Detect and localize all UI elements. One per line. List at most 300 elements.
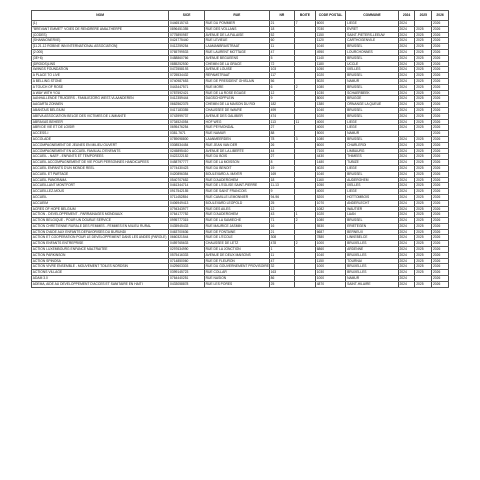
cell-year-2026: 2026 [432,270,449,276]
cell-year-2024: 2024 [398,235,415,241]
cell-year-2024: 2024 [398,32,415,38]
cell-street: RUE MORE [204,84,269,90]
cell-year-2025: 2025 [415,49,432,55]
cell-year-2026: 2026 [432,165,449,171]
cell-street: RUE DE PRESIDENT GHISLAIN [204,78,269,84]
cell-sice: 0743999737 [169,113,205,119]
cell-box: 11 [294,119,315,125]
cell-street: RUE DE L'ECOLE [204,235,269,241]
cell-municipality: NAMUR [346,131,398,137]
cell-box: 2 [294,241,315,247]
cell-year-2024: 2024 [398,160,415,166]
cell-number: 78 [269,136,294,142]
cell-name: ABRAXAS BEHEER [32,119,169,125]
cell-street: RUE MAURICE JASMIN [204,223,269,229]
cell-number: 6 [269,84,294,90]
cell-year-2024: 2024 [398,113,415,119]
cell-box: 7 [294,21,315,27]
cell-postal-code: 1380 [315,102,345,108]
cell-municipality: UCCLE [346,61,398,67]
cell-postal-code: 1140 [315,55,345,61]
cell-sice: 0734524054 [169,119,205,125]
cell-year-2025: 2025 [415,32,432,38]
cell-postal-code: 4020 [315,165,345,171]
cell-municipality: LOURCHONNES [346,49,398,55]
cell-year-2025: 2025 [415,102,432,108]
cell-name: (2.000) [32,49,169,55]
cell-name: ACTION CHRETIENNE RURALE DES FEMMES - FEMMES EN MILIEU RURAL [32,223,169,229]
cell-name: ACCUEIL - NAEF - ENFANTS ET TEMPOREES [32,154,169,160]
cell-postal-code: 1150 [315,32,345,38]
cell-street: RUE DE LA SAMIECHE [204,218,269,224]
cell-name: "BREVANT EMMET" VOIES DE RENDRERE AMALTHERPE [32,26,169,32]
cell-street: DAGSCHOPPLEIN [204,96,269,102]
cell-sice: 0917542155 [169,189,205,195]
cell-postal-code: 7100 [315,148,345,154]
cell-year-2024: 2024 [398,194,415,200]
cell-sice: 0412259254 [169,44,205,50]
cell-number: 474 [269,113,294,119]
cell-postal-code: 1020 [315,212,345,218]
cell-year-2024: 2024 [398,148,415,154]
cell-year-2025: 2025 [415,26,432,32]
cell-number: 11 [269,252,294,258]
cell-year-2024: 2024 [398,247,415,253]
cell-year-2024: 2024 [398,223,415,229]
cell-number: 12 [269,206,294,212]
cell-year-2026: 2026 [432,119,449,125]
cell-number: 27 [269,154,294,160]
cell-street: RUE DE LA MOISSON [204,160,269,166]
cell-municipality: BRUSSEL [346,136,398,142]
cell-year-2024: 2024 [398,96,415,102]
cell-street: AVENUE BEGUEENS [204,55,269,61]
cell-street: HOF WEG [204,119,269,125]
cell-year-2024: 2024 [398,229,415,235]
cell-street: RUE DES VOLLANS [204,26,269,32]
cell-name: ACCUEIL [32,194,169,200]
cell-year-2024: 2024 [398,264,415,270]
cell-street: BOULEVARD LEOPOLD [204,200,269,206]
cell-year-2024: 2024 [398,61,415,67]
cell-postal-code: 4000 [315,189,345,195]
cell-municipality: WAUTIER [346,206,398,212]
cell-year-2025: 2025 [415,165,432,171]
cell-year-2026: 2026 [432,276,449,282]
cell-number: 43 [269,212,294,218]
cell-sice: 0422222152 [169,154,205,160]
cell-postal-code: 5200 [315,194,345,200]
cell-postal-code: 1020 [315,73,345,79]
cell-number: 117 [269,73,294,79]
cell-year-2026: 2026 [432,171,449,177]
cell-year-2024: 2024 [398,102,415,108]
cell-sice: 0412359444 [169,96,205,102]
cell-year-2024: 2024 [398,218,415,224]
cell-year-2026: 2026 [432,206,449,212]
cell-year-2026: 2026 [432,38,449,44]
cell-sice: 0406949413 [169,200,205,206]
cell-name: (SHANNONERVE) [32,38,169,44]
cell-municipality: LIMBUURG [346,148,398,154]
cell-year-2025: 2025 [415,229,432,235]
cell-street: RUE LEVIEUE [204,38,269,44]
cell-street: RUE DES AILES [204,206,269,212]
cell-sice: 0695476254 [169,125,205,131]
cell-street: LAAMANBRAISTRAAT [204,44,269,50]
cell-year-2025: 2025 [415,125,432,131]
cell-sice: 0446515743 [169,21,205,27]
cell-box [294,281,315,287]
cell-postal-code: 1070 [315,200,345,206]
cell-number: 56 [269,78,294,84]
cell-sice: 0297634990 [169,247,205,253]
cell-number: 25 [269,200,294,206]
cell-postal-code: 1080 [315,84,345,90]
cell-year-2024: 2024 [398,90,415,96]
cell-postal-code: 4000 [315,119,345,125]
cell-municipality: BRUSSEL [346,113,398,119]
cell-year-2026: 2026 [432,235,449,241]
column-header-sice: SICE [169,11,205,21]
cell-year-2026: 2026 [432,78,449,84]
cell-year-2026: 2026 [432,258,449,264]
cell-sice: 0435945433 [169,223,205,229]
cell-street: AVENUE DE LA FALAISE [204,32,269,38]
cell-year-2024: 2024 [398,125,415,131]
cell-municipality: EVRET [346,26,398,32]
cell-year-2026: 2026 [432,73,449,79]
table-row [32,281,449,287]
column-header-street: RUE [204,11,269,21]
cell-number: 32 [269,264,294,270]
cell-street: RUE D'AUDERGHEM [204,212,269,218]
cell-street: RUE CAMILLE LEMONNIER [204,194,269,200]
cell-street: REPAMSTRAAT [204,73,269,79]
cell-year-2025: 2025 [415,107,432,113]
cell-sice: 0896451355 [169,26,205,32]
cell-year-2024: 2024 [398,38,415,44]
cell-municipality: TUBIZE [346,160,398,166]
cell-postal-code: 1040 [315,44,345,50]
cell-sice: 0420896354 [169,171,205,177]
cell-postal-code: 1080 [315,218,345,224]
cell-year-2025: 2025 [415,67,432,73]
cell-postal-code: 7880 [315,235,345,241]
cell-municipality: BRUXELLES [346,252,398,258]
cell-box: 3 [294,136,315,142]
cell-year-2026: 2026 [432,113,449,119]
column-header-year-2026: 2026 [432,11,449,21]
cell-street: CHAUSSEE DE LETZ [204,241,269,247]
cell-year-2025: 2025 [415,223,432,229]
cell-year-2025: 2025 [415,142,432,148]
cell-year-2026: 2026 [432,32,449,38]
cell-name: ADAM 3.0 [32,276,169,282]
cell-year-2025: 2025 [415,113,432,119]
cell-sice: 0459765633 [169,241,205,247]
cell-name: ACCUEIM [32,200,169,206]
cell-municipality: LIEGE [346,125,398,131]
cell-name: ACCUEIL PANORAMA [32,177,169,183]
cell-year-2025: 2025 [415,38,432,44]
cell-street: RUE DE LA ROSE EGAGE [204,90,269,96]
cell-postal-code: 7030 [315,26,345,32]
cell-name: ACCUEILLANT MONTFORT [32,183,169,189]
cell-name: ABRI DE VIE ET DE LOISIR [32,125,169,131]
cell-sice: 0740987653 [169,78,205,84]
cell-sice: 0775890987 [169,32,205,38]
cell-year-2026: 2026 [432,160,449,166]
cell-year-2026: 2026 [432,148,449,154]
cell-municipality: BRUXELLES [346,264,398,270]
cell-year-2025: 2025 [415,241,432,247]
cell-year-2026: 2026 [432,200,449,206]
cell-number: 18 [269,177,294,183]
cell-number: 478 [269,241,294,247]
cell-sice: 0458797777 [169,160,205,166]
table-header [32,11,449,21]
cell-postal-code: 5530 [315,223,345,229]
cell-street: AVENUE LOUISE [204,67,269,73]
cell-name: (CODES) [32,32,169,38]
cell-sice: 0433058878 [169,281,205,287]
cell-postal-code: 4000 [315,125,345,131]
cell-year-2026: 2026 [432,218,449,224]
header-row [32,11,449,21]
column-header-postal-code: CODE POSTAL [315,11,345,21]
cell-postal-code: 6687 [315,229,345,235]
cell-municipality: BRUSSEL [346,171,398,177]
cell-name: A PLACE TO LIVE [32,73,169,79]
cell-box: 1 [294,212,315,218]
cell-year-2025: 2025 [415,61,432,67]
cell-sice: 0995777315 [169,218,205,224]
cell-year-2025: 2025 [415,171,432,177]
cell-postal-code: 1040 [315,107,345,113]
cell-year-2024: 2024 [398,171,415,177]
cell-number: 27 [269,125,294,131]
cell-postal-code: 1120 [315,38,345,44]
cell-year-2026: 2026 [432,67,449,73]
cell-municipality: CHARLEROI [346,142,398,148]
cell-street: RUE DE FLEURON [204,258,269,264]
cell-municipality: BRUSSEL [346,73,398,79]
cell-box: 2 [294,84,315,90]
column-header-year-2025: 2025 [415,11,432,21]
cell-number: 52 [269,32,294,38]
cell-year-2026: 2026 [432,84,449,90]
cell-postal-code: 5000 [315,131,345,137]
cell-sice: 0399145723 [169,270,205,276]
cell-street: LAANMEERDEN [204,136,269,142]
cell-year-2024: 2024 [398,84,415,90]
cell-year-2024: 2024 [398,55,415,61]
cell-number: 25 [269,281,294,287]
cell-street: RUE NAMUR [204,131,269,137]
cell-year-2026: 2026 [432,44,449,50]
cell-name: (1) [32,21,169,27]
cell-postal-code: 1030 [315,270,345,276]
cell-street: RUE DU POMMIER [204,21,269,27]
cell-municipality: LIEGE [346,21,398,27]
cell-sice: 0765799533 [169,49,205,55]
cell-number: 163 [269,270,294,276]
cell-year-2025: 2025 [415,154,432,160]
cell-street: CHEMIN DE LA GRACE [204,61,269,67]
cell-municipality: AUDERGHEM [346,177,398,183]
cell-year-2025: 2025 [415,136,432,142]
cell-year-2025: 2025 [415,73,432,79]
cell-municipality: BRUSSEL [346,44,398,50]
cell-year-2025: 2025 [415,160,432,166]
cell-sice: 0725534432 [169,73,205,79]
cell-number: 12 [269,90,294,96]
cell-street: RUE NASION [204,276,269,282]
cell-sice: 0308534454 [169,142,205,148]
cell-year-2026: 2026 [432,229,449,235]
cell-year-2026: 2026 [432,154,449,160]
cell-sice: 0787592421 [169,90,205,96]
cell-year-2026: 2026 [432,107,449,113]
cell-name: ACTION D'AIDE AUX ENFANTS DEFAVORISES DU BURUNDI [32,229,169,235]
cell-name: ABEVA ASSOCIATION BELGE DES VICTIMES DE L'AMIANTE [32,113,169,119]
cell-year-2024: 2024 [398,177,415,183]
cell-name: AAGARTA ZONNEN [32,102,169,108]
cell-year-2025: 2025 [415,44,432,50]
cell-year-2025: 2025 [415,55,432,61]
cell-number: 72 [269,61,294,67]
cell-year-2026: 2026 [432,223,449,229]
cell-sice: 0472558193 [169,67,205,73]
cell-number: 86 [269,276,294,282]
cell-postal-code: 1080 [315,136,345,142]
cell-year-2026: 2026 [432,102,449,108]
cell-name: ACTION PARKINSON [32,252,169,258]
cell-box: 2 [294,218,315,224]
cell-street: RUE LES PORES [204,281,269,287]
cell-number: 21 [269,229,294,235]
cell-sice: 0575416333 [169,252,205,258]
cell-name: ACTION - DEVELOPPEMENT - PARRAINAGES MONDIAUX [32,212,169,218]
cell-year-2025: 2025 [415,247,432,253]
cell-number: 47 [269,258,294,264]
cell-municipality: ANDERLECHT [346,200,398,206]
cell-number: 11 [269,44,294,50]
cell-year-2024: 2024 [398,270,415,276]
cell-year-2024: 2024 [398,165,415,171]
cell-street: RUE PEYMONDAL [204,125,269,131]
cell-municipality: TOURNAI [346,258,398,264]
cell-year-2024: 2024 [398,276,415,282]
cell-year-2025: 2025 [415,206,432,212]
cell-number: 18 [269,26,294,32]
cell-year-2025: 2025 [415,264,432,270]
cell-name: ACCUEIL ET PARTAGE [32,171,169,177]
cell-municipality: THIMEES [346,154,398,160]
column-header-year-2024: 2024 [398,11,415,21]
cell-name: ACCUEIL ENFANTS D'UN MONDE REEL [32,165,169,171]
cell-name: ACCOMPAGNEMENT EN ACCUEIL FAMILIAL D'ENFANTS [32,148,169,154]
cell-name: ACTION LUXEMBOURG ENFANCE MALTRAITEE [32,247,169,253]
cell-name: ACRES OF HOPE BELGIUM [32,206,169,212]
cell-municipality: LAAN [346,212,398,218]
cell-year-2026: 2026 [432,142,449,148]
cell-street: RUE DE LA JONCTION [204,247,269,253]
cell-number: 1 [269,247,294,253]
cell-postal-code: 4950 [315,49,345,55]
cell-postal-code: 1040 [315,252,345,258]
cell-year-2026: 2026 [432,247,449,253]
cell-street: RUE LAURENT MOTTAGE [204,49,269,55]
cell-municipality: BRUSSEL [346,55,398,61]
cell-number: 26 [269,142,294,148]
cell-year-2025: 2025 [415,252,432,258]
cell-municipality: IXELLES [346,67,398,73]
cell-year-2025: 2025 [415,235,432,241]
cell-postal-code: 1020 [315,113,345,119]
cell-sice: 0764440251 [169,276,205,282]
cell-year-2026: 2026 [432,136,449,142]
cell-number: 9 [269,96,294,102]
cell-name: (DROIDS)LINS [32,61,169,67]
cell-sice: 0461344714 [169,183,205,189]
cell-number: 94-96 [269,194,294,200]
cell-postal-code: 8000 [315,96,345,102]
cell-municipality: NAMUR [346,276,398,282]
cell-year-2026: 2026 [432,26,449,32]
cell-name: ABANTAIS BELGIUM [32,107,169,113]
organizations-table [31,10,449,288]
cell-name: ACCOLADE [32,136,169,142]
cell-postal-code: 6000 [315,21,345,27]
cell-name: ACTION SPINOSA [32,258,169,264]
cell-municipality: IXELLES [346,183,398,189]
cell-name: ACTIONS VILLAGE [32,270,169,276]
cell-name: ACTION ENFANTS ENTREPRISE [32,241,169,247]
cell-year-2024: 2024 [398,78,415,84]
cell-municipality: LIEGE [346,119,398,125]
cell-sice: 0417183355 [169,107,205,113]
cell-name: ADEMA, AIDE AU DEVELOPPEMENT D'ACCES ET SANITAIRE EN HAITI [32,281,169,287]
cell-year-2025: 2025 [415,281,432,287]
cell-street: AVENUE DE LA LIBERTE [204,148,269,154]
column-header-number: NR [269,11,294,21]
table-body [32,21,449,288]
cell-sice: 0381.7671 [169,131,205,137]
cell-municipality: ARDENNE [346,247,398,253]
cell-postal-code: 1180 [315,61,345,67]
cell-year-2024: 2024 [398,200,415,206]
cell-municipality: BRUSSEL [346,218,398,224]
cell-year-2025: 2025 [415,84,432,90]
cell-name: AANHALLENDE TRUIGERS - FAMILIEZORG WEST-VLAANDEREN [32,96,169,102]
cell-street: CHEMIN DE LA MAISON DU ROI [204,102,269,108]
cell-year-2024: 2024 [398,107,415,113]
cell-year-2026: 2026 [432,281,449,287]
cell-number: 60 [269,38,294,44]
cell-year-2026: 2026 [432,264,449,270]
cell-sice: 0885252530 [169,61,205,67]
cell-street: RUE D'AUDERGHEM [204,177,269,183]
cell-street: RUE DE L'EGLISE SAINT-PIERRE [204,183,269,189]
cell-municipality: CARTHOGENVILE [346,38,398,44]
cell-name: A WAY WITH YOU [32,90,169,96]
cell-number: 21 [269,21,294,27]
cell-name: ACTION BELGIQUE - POUR UN DOUBLE SERVICE [32,218,169,224]
cell-year-2026: 2026 [432,194,449,200]
cell-name: ACTION VIVRE ENSEMBLE - MOUVEMENT TOILES NORDSIN [32,264,169,270]
